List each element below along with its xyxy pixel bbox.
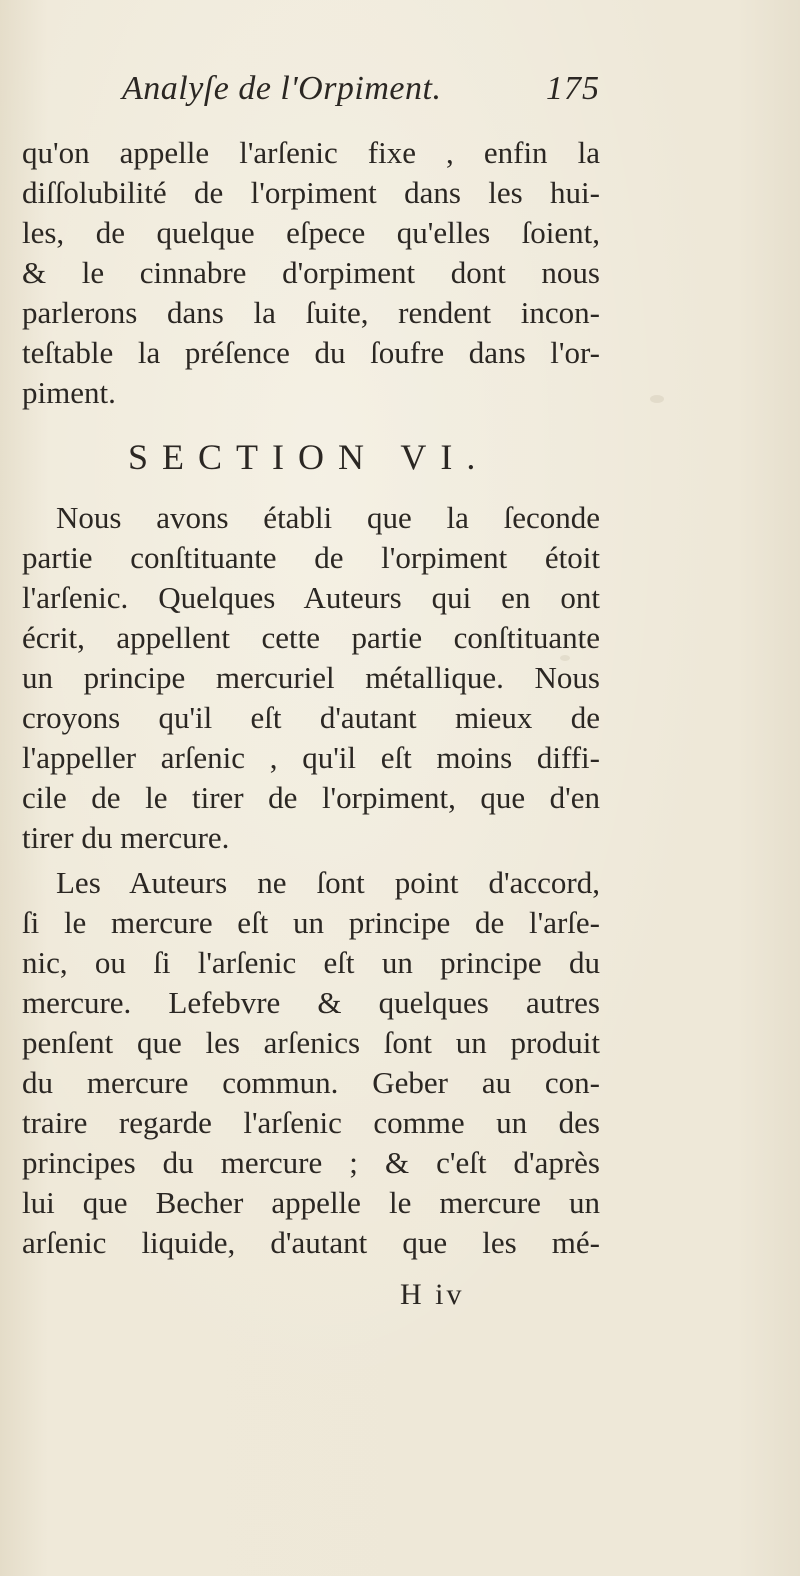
page-header	[122, 70, 600, 130]
text-line: tirer du mercure.	[22, 820, 230, 855]
text-line: les, de quelque eſpece qu'elles ſoient,	[22, 215, 600, 250]
text-line: ſi le mercure eſt un principe de l'arſe-	[22, 905, 600, 940]
text-line: un principe mercuriel métallique. Nous	[22, 660, 600, 695]
text-line: Les Auteurs ne ſont point d'accord,	[56, 865, 600, 900]
text-line: piment.	[22, 375, 116, 410]
text-line: cile de le tirer de l'orpiment, que d'en	[22, 780, 600, 815]
signature-mark: H iv	[400, 1278, 465, 1311]
text-line: Nous avons établi que la ſeconde	[56, 500, 600, 535]
paragraph-section-six	[22, 498, 600, 858]
text-line: l'arſenic. Quelques Auteurs qui en ont	[22, 580, 600, 615]
text-line: l'appeller arſenic , qu'il eſt moins diffi-	[22, 740, 600, 775]
text-line: croyons qu'il eſt d'autant mieux de	[22, 700, 600, 735]
paper-spot	[650, 395, 664, 403]
text-line: principes du mercure ; & c'eſt d'après	[22, 1145, 600, 1180]
paragraph-continued	[22, 133, 600, 413]
text-line: traire regarde l'arſenic comme un des	[22, 1105, 600, 1140]
section-heading: SECTION VI.	[128, 437, 490, 477]
text-line: diſſolubilité de l'orpiment dans les hui-	[22, 175, 600, 210]
text-line: penſent que les arſenics ſont un produit	[22, 1025, 600, 1060]
text-line: lui que Becher appelle le mercure un	[22, 1185, 600, 1220]
text-line: nic, ou ſi l'arſenic eſt un principe du	[22, 945, 600, 980]
text-line: teſtable la préſence du ſoufre dans l'or-	[22, 335, 600, 370]
text-line: arſenic liquide, d'autant que les mé-	[22, 1225, 600, 1260]
text-line: mercure. Lefebvre & quelques autres	[22, 985, 600, 1020]
text-line: & le cinnabre d'orpiment dont nous	[22, 255, 600, 290]
page-number: 175	[546, 70, 600, 107]
text-line: du mercure commun. Geber au con-	[22, 1065, 600, 1100]
paragraph-authors	[22, 863, 600, 1263]
text-line: parlerons dans la ſuite, rendent incon-	[22, 295, 600, 330]
text-line: qu'on appelle l'arſenic fixe , enfin la	[22, 135, 600, 170]
text-line: partie conſtituante de l'orpiment étoit	[22, 540, 600, 575]
text-line: écrit, appellent cette partie conſtituante	[22, 620, 600, 655]
running-title: Analyſe de l'Orpiment.	[122, 70, 442, 107]
